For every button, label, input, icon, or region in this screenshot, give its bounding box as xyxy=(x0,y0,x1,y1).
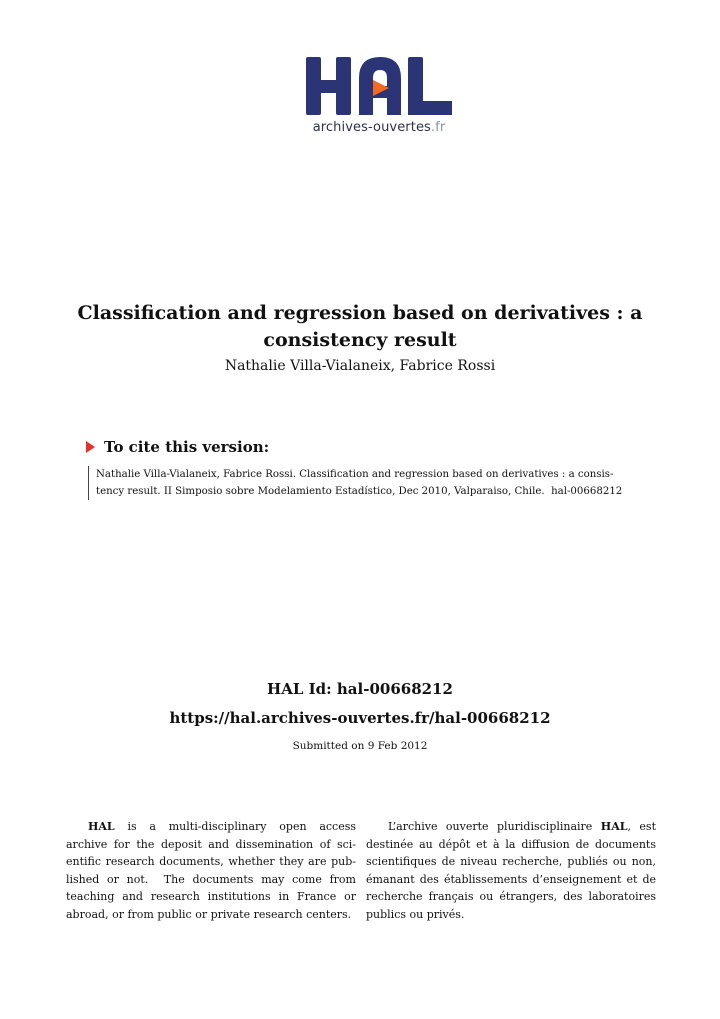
english-line-4: lished or not. The documents may come from xyxy=(66,872,356,886)
french-line-1-after: , est xyxy=(627,820,657,833)
english-line-6: abroad, or from public or private research centers. xyxy=(66,907,352,921)
hal-description-english xyxy=(66,818,356,923)
paper-authors: Nathalie Villa-Vialaneix, Fabrice Rossi xyxy=(224,358,496,374)
english-line-1-rest: is a multi-disciplinary open access xyxy=(114,820,356,833)
hal-bold-word-fr: HAL xyxy=(600,820,628,833)
title-line-2: consistency result xyxy=(263,329,457,351)
citation-line-1: Nathalie Villa-Vialaneix, Fabrice Rossi. Classification and regression based on derivatives : a consis- xyxy=(96,469,614,480)
english-line-2: archive for the deposit and dissemination of sci- xyxy=(66,837,356,851)
french-line-6: publics ou privés. xyxy=(366,907,465,921)
paper-title xyxy=(60,300,660,354)
hal-url-link[interactable]: https://hal.archives-ouvertes.fr/hal-00668212 xyxy=(169,709,551,727)
english-line-5: teaching and research institutions in France or xyxy=(66,890,356,903)
english-line-3: entific research documents, whether they are pub- xyxy=(66,855,356,868)
logo-sub-main: archives-ouvertes xyxy=(312,120,431,135)
french-line-1 xyxy=(366,818,656,836)
cite-heading-text: To cite this version: xyxy=(104,438,270,456)
french-line-4: émanant des établissements d’enseignement et de xyxy=(366,872,656,886)
triangle-bullet-icon xyxy=(86,441,95,453)
submission-date: Submitted on 9 Feb 2012 xyxy=(292,740,428,752)
hal-bold-word: HAL xyxy=(88,820,115,833)
french-line-3: scientifiques de niveau recherche, publiés ou non, xyxy=(366,855,656,868)
hal-logo-mark xyxy=(304,52,454,122)
french-line-5: recherche français ou étrangers, des laboratoires xyxy=(366,890,656,903)
english-line-1 xyxy=(66,818,356,836)
citation-line-2: tency result. II Simposio sobre Modelamiento Estadístico, Dec 2010, Valparaiso, Chile. hal-00668212 xyxy=(96,486,623,497)
hal-description-french xyxy=(366,818,656,923)
citation-text xyxy=(88,466,684,500)
title-line-1: Classification and regression based on derivatives : a xyxy=(77,302,643,324)
cite-heading xyxy=(86,438,269,456)
logo-sub-tld: .fr xyxy=(430,120,446,135)
french-line-1-before: L’archive ouverte pluridisciplinaire xyxy=(388,820,601,833)
hal-id: HAL Id: hal-00668212 xyxy=(267,680,453,698)
hal-logo-subtitle xyxy=(304,120,454,135)
french-line-2: destinée au dépôt et à la diffusion de documents xyxy=(366,837,656,851)
